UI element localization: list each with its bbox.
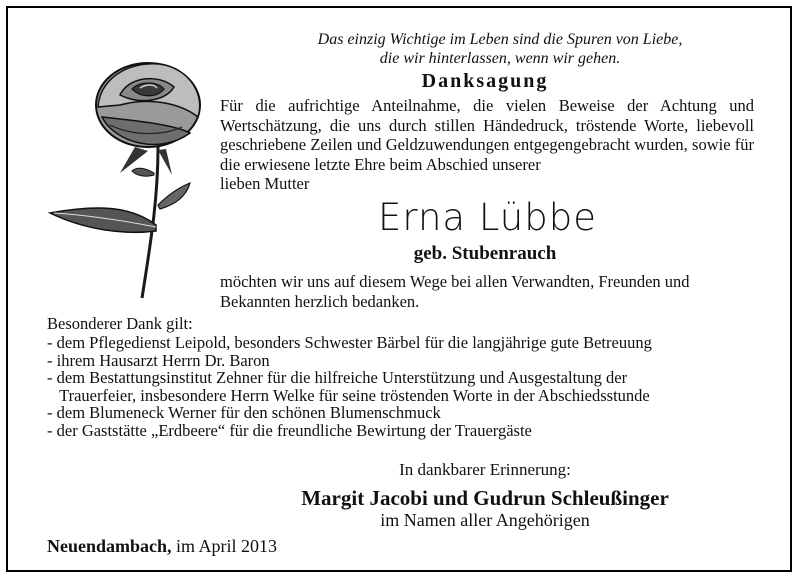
- list-item: - ihrem Hausarzt Herrn Dr. Baron: [47, 350, 270, 370]
- deceased-birth-name: geb. Stubenrauch: [413, 243, 557, 264]
- notice-heading: Danksagung: [421, 70, 549, 92]
- memory-line: In dankbarer Erinnerung:: [399, 460, 571, 479]
- memorial-quote: [300, 30, 700, 68]
- place-date: [47, 536, 277, 557]
- quote-line-1: Das einzig Wichtige im Leben sind die Spuren von Liebe,: [317, 31, 683, 48]
- intro-closing: lieben Mutter: [220, 174, 310, 193]
- rose-illustration: [40, 55, 215, 300]
- quote-line-2: die wir hinterlassen, wenn wir gehen.: [379, 50, 621, 67]
- intro-paragraph: Für die aufrichtige Anteilnahme, die vielen Beweise der Achtung und Wertschätzung, die uns durch stillen Händedruck, tröstende Worte, liebevoll geschriebene Zeilen und Geldzuwendungen entgegengebracht wurden, sowie für die erwiesene letzte Ehre beim Abschied unserer: [220, 96, 754, 174]
- special-thanks-list: [47, 334, 747, 439]
- signers-names: Margit Jacobi und Gudrun Schleußinger: [301, 486, 669, 510]
- list-item: - dem Blumeneck Werner für den schönen Blumenschmuck: [47, 403, 441, 422]
- list-item: - dem Bestattungsinstitut Zehner für die hilfreiche Unterstützung und Ausgestaltung der: [47, 368, 628, 387]
- special-thanks-title: Besonderer Dank gilt:: [47, 314, 193, 333]
- signers-subtitle: im Namen aller Angehörigen: [380, 510, 590, 530]
- place-town: Neuendambach,: [47, 536, 172, 556]
- deceased-name: Erna Lübbe: [378, 196, 597, 239]
- list-item: Trauerfeier, insbesondere Herrn Welke für seine tröstenden Worte in der Abschiedsstunde: [47, 385, 650, 405]
- place-date-text: im April 2013: [176, 536, 278, 556]
- thanks-paragraph: möchten wir uns auf diesem Wege bei allen Verwandten, Freunden und Bekannten herzlich bedanken.: [220, 272, 690, 311]
- list-item: - der Gaststätte „Erdbeere“ für die freundliche Bewirtung der Trauergäste: [47, 420, 532, 440]
- list-item: - dem Pflegedienst Leipold, besonders Schwester Bärbel für die langjährige gute Betreuung: [47, 333, 652, 352]
